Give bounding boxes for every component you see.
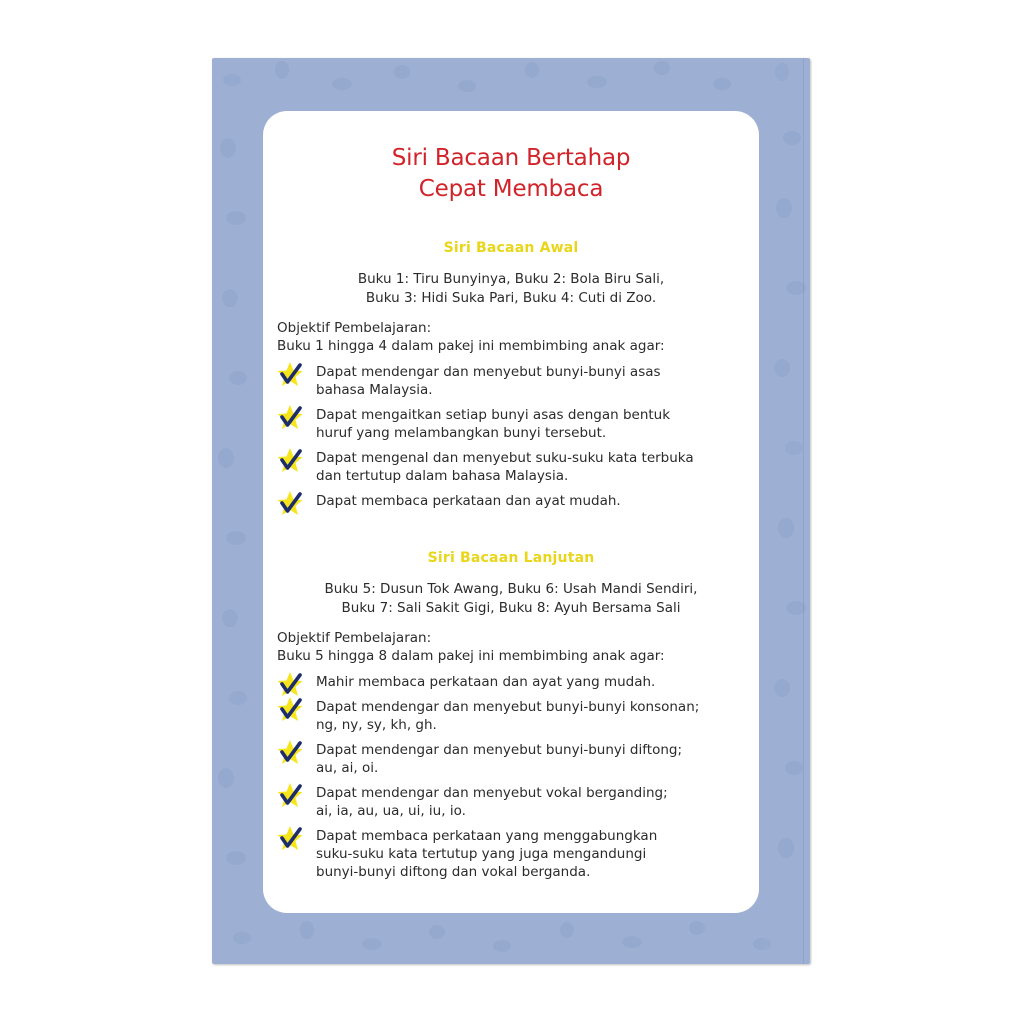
list-item — [276, 363, 746, 403]
list-item — [276, 698, 746, 738]
list-item-text: Dapat membaca perkataan yang menggabungkan suku-suku kata tertutup yang juga mengandungi bunyi-bunyi diftong dan vokal berganda. — [316, 828, 658, 880]
list-item-text: Dapat mengenal dan menyebut suku-suku kata terbuka dan tertutup dalam bahasa Malaysia. — [316, 450, 694, 484]
list-item-text: Dapat membaca perkataan dan ayat mudah. — [316, 493, 621, 509]
star-check-icon — [276, 404, 304, 432]
list-item — [276, 449, 746, 489]
books-line: Buku 7: Sali Sakit Gigi, Buku 8: Ayuh Bersama Sali — [341, 600, 681, 616]
star-check-icon — [276, 825, 304, 853]
list-item-text: Dapat mendengar dan menyebut vokal berganding; ai, ia, au, ua, ui, iu, io. — [316, 785, 668, 819]
list-item-text: Dapat mendengar dan menyebut bunyi-bunyi diftong; au, ai, oi. — [316, 742, 682, 776]
page-edge-line — [803, 58, 804, 964]
list-item — [276, 827, 746, 885]
objective-intro: Buku 5 hingga 8 dalam pakej ini membimbing anak agar: — [277, 648, 665, 664]
objective-label: Objektif Pembelajaran: — [277, 630, 432, 646]
list-item — [276, 492, 746, 532]
star-check-icon — [276, 490, 304, 518]
star-check-icon — [276, 447, 304, 475]
star-check-icon — [276, 739, 304, 767]
section-heading-awal: Siri Bacaan Awal — [443, 240, 579, 256]
star-check-icon — [276, 782, 304, 810]
content-panel — [263, 111, 759, 913]
objective-intro: Buku 1 hingga 4 dalam pakej ini membimbing anak agar: — [277, 338, 665, 354]
books-line: Buku 5: Dusun Tok Awang, Buku 6: Usah Mandi Sendiri, — [324, 581, 698, 597]
list-item-text: Dapat mendengar dan menyebut bunyi-bunyi konsonan; ng, ny, sy, kh, gh. — [316, 699, 700, 733]
objective-label: Objektif Pembelajaran: — [277, 320, 432, 336]
title-line-1: Siri Bacaan Bertahap — [391, 145, 631, 171]
star-check-icon — [276, 696, 304, 724]
list-item — [276, 406, 746, 446]
title-line-2: Cepat Membaca — [418, 176, 604, 202]
books-line: Buku 1: Tiru Bunyinya, Buku 2: Bola Biru Sali, — [357, 271, 665, 287]
list-item — [276, 784, 746, 824]
list-item-text: Dapat mendengar dan menyebut bunyi-bunyi asas bahasa Malaysia. — [316, 364, 661, 398]
books-line: Buku 3: Hidi Suka Pari, Buku 4: Cuti di Zoo. — [365, 290, 657, 306]
section-heading-lanjutan: Siri Bacaan Lanjutan — [427, 550, 595, 566]
list-item — [276, 741, 746, 781]
star-check-icon — [276, 671, 304, 699]
star-check-icon — [276, 361, 304, 389]
list-item-text: Mahir membaca perkataan dan ayat yang mudah. — [316, 674, 656, 690]
list-item-text: Dapat mengaitkan setiap bunyi asas dengan bentuk huruf yang melambangkan bunyi tersebut. — [316, 407, 671, 441]
